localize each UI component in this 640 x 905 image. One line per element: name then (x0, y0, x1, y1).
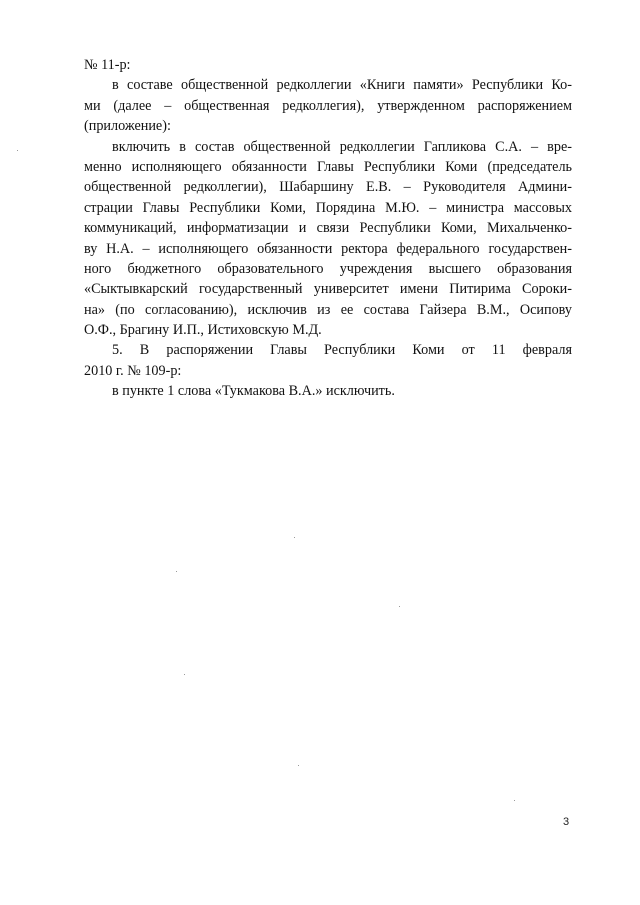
scan-speck (298, 765, 299, 766)
text-line: менно исполняющего обязанности Главы Республики Коми (председатель (84, 158, 572, 175)
text-line: (приложение): (84, 118, 171, 135)
text-line: ного бюджетного образовательного учреждения высшего образования (84, 260, 572, 277)
text-line: в составе общественной редколлегии «Книги памяти» Республики Ко- (112, 77, 572, 94)
document-body (84, 55, 572, 402)
text-line: страции Главы Республики Коми, Порядина М.Ю. – министра массовых (84, 199, 572, 216)
text-line: на» (по согласованию), исключив из ее состава Гайзера В.М., Осипову (84, 301, 572, 318)
scan-speck (176, 571, 177, 572)
text-line: в пункте 1 слова «Тукмакова В.А.» исключить. (112, 383, 395, 400)
text-line: ми (далее – общественная редколлегия), утвержденном распоряжением (84, 97, 572, 114)
text-line: № 11-р: (84, 57, 131, 73)
scan-speck (399, 606, 400, 607)
text-line: О.Ф., Брагину И.П., Истиховскую М.Д. (84, 322, 322, 339)
text-line: коммуникаций, информатизации и связи Республики Коми, Михальченко- (84, 220, 572, 237)
text-line: 2010 г. № 109-р: (84, 362, 182, 379)
text-line: общественной редколлегии), Шабаршину Е.В. – Руководителя Админи- (84, 179, 572, 196)
page-number: 3 (563, 816, 570, 828)
text-line: 5. В распоряжении Главы Республики Коми от 11 февраля (112, 342, 572, 359)
text-line: «Сыктывкарский государственный университет имени Питирима Сороки- (84, 281, 572, 298)
scan-speck (294, 537, 295, 538)
text-line: ву Н.А. – исполняющего обязанности ректора федерального государствен- (84, 240, 572, 257)
text-line: включить в состав общественной редколлегии Гапликова С.А. – вре- (112, 138, 572, 155)
scan-speck (514, 800, 515, 801)
scan-speck (17, 150, 18, 151)
scan-speck (184, 674, 185, 675)
